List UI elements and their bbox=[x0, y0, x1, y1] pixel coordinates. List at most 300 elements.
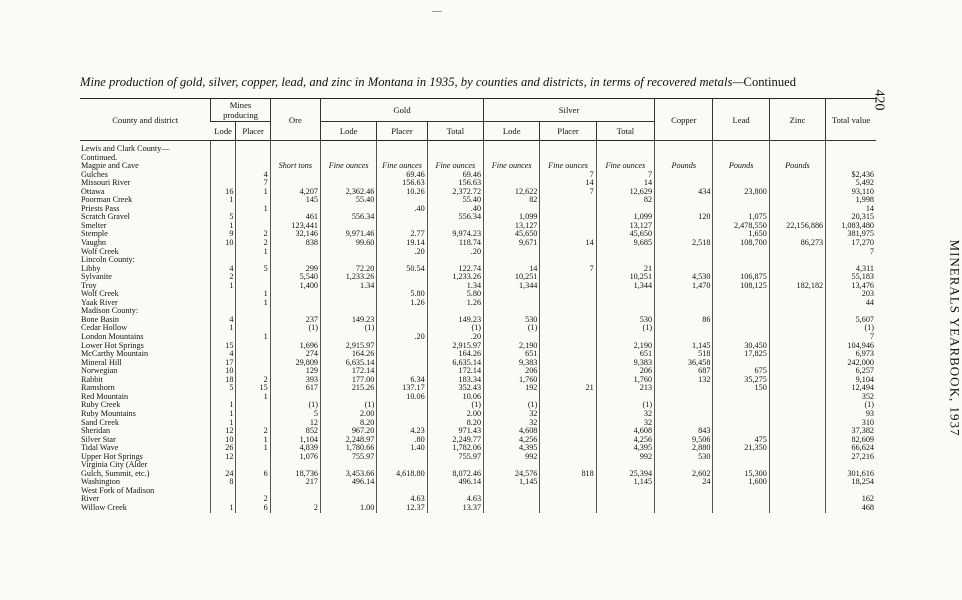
table-cell: (1) bbox=[596, 324, 654, 333]
table-cell: 1 bbox=[236, 444, 270, 453]
table-cell: 24 bbox=[655, 478, 713, 487]
table-cell: 9,971.46 bbox=[321, 230, 377, 239]
table-cell bbox=[540, 273, 596, 282]
table-cell: 1.26 bbox=[427, 299, 483, 308]
table-row bbox=[80, 504, 876, 513]
district-name: Ruby Creek bbox=[81, 400, 121, 410]
table-cell bbox=[769, 145, 825, 154]
table-cell bbox=[655, 410, 713, 419]
table-header bbox=[80, 99, 876, 141]
table-cell: 1,600 bbox=[713, 478, 769, 487]
district-name: Ruby Mountains bbox=[81, 408, 136, 418]
table-cell: 36,458 bbox=[655, 359, 713, 368]
table-cell: 2 bbox=[236, 427, 270, 436]
district-name: Gulch, Summit, etc.) bbox=[81, 468, 150, 478]
table-cell bbox=[377, 316, 427, 325]
table-cell: 7 bbox=[826, 248, 876, 257]
table-cell: 2,249.77 bbox=[427, 436, 483, 445]
table-cell bbox=[655, 196, 713, 205]
table-cell: 32 bbox=[596, 410, 654, 419]
table-cell: 145 bbox=[270, 196, 320, 205]
table-cell: 14 bbox=[484, 265, 540, 274]
table-cell bbox=[596, 487, 654, 496]
district-name: Gulches bbox=[81, 169, 108, 179]
table-cell: 14 bbox=[596, 179, 654, 188]
table-cell: 21 bbox=[596, 265, 654, 274]
table-cell: 1,083,480 bbox=[826, 222, 876, 231]
table-cell bbox=[540, 205, 596, 214]
table-cell bbox=[655, 171, 713, 180]
table-cell bbox=[769, 307, 825, 316]
table-cell bbox=[540, 410, 596, 419]
district-name: Silver Star bbox=[81, 434, 116, 444]
table-cell bbox=[377, 453, 427, 462]
table-cell: 2,880 bbox=[655, 444, 713, 453]
table-cell bbox=[713, 299, 769, 308]
district-name: River bbox=[81, 494, 100, 504]
table-cell: .40 bbox=[377, 205, 427, 214]
gold-header: Gold bbox=[321, 99, 484, 122]
table-cell bbox=[769, 487, 825, 496]
table-cell: 5.80 bbox=[377, 290, 427, 299]
table-cell: 7 bbox=[596, 171, 654, 180]
table-cell bbox=[655, 393, 713, 402]
table-cell bbox=[769, 410, 825, 419]
table-cell bbox=[713, 171, 769, 180]
table-cell: 24,576 bbox=[484, 470, 540, 479]
table-cell: (1) bbox=[321, 324, 377, 333]
table-cell bbox=[377, 273, 427, 282]
table-cell: 1 bbox=[236, 205, 270, 214]
table-title bbox=[80, 75, 880, 90]
district-name: Lincoln County: bbox=[81, 255, 135, 265]
table-cell bbox=[540, 393, 596, 402]
table-cell: 7 bbox=[540, 171, 596, 180]
table-cell: 2,190 bbox=[596, 342, 654, 351]
table-cell: 45,650 bbox=[484, 230, 540, 239]
table-cell: 9,685 bbox=[596, 239, 654, 248]
table-cell bbox=[713, 290, 769, 299]
table-cell: 192 bbox=[484, 384, 540, 393]
table-cell: 1,780.66 bbox=[321, 444, 377, 453]
district-name: Poorman Creek bbox=[81, 195, 133, 205]
table-cell: 4,618.80 bbox=[377, 470, 427, 479]
table-cell bbox=[540, 282, 596, 291]
table-cell: 29,809 bbox=[270, 359, 320, 368]
table-cell: 93 bbox=[826, 410, 876, 419]
table-cell: 1 bbox=[236, 188, 270, 197]
zinc-header: Zinc bbox=[769, 99, 825, 141]
table-cell: 19.14 bbox=[377, 239, 427, 248]
table-cell: 992 bbox=[484, 453, 540, 462]
table-cell: 30,450 bbox=[713, 342, 769, 351]
district-name: Wolf Creek bbox=[81, 289, 119, 299]
table-cell bbox=[655, 504, 713, 513]
table-cell bbox=[540, 444, 596, 453]
unit-label: Fine ounces bbox=[540, 162, 596, 171]
table-cell: 120 bbox=[655, 213, 713, 222]
table-cell: 32 bbox=[596, 419, 654, 428]
table-cell: 82 bbox=[484, 196, 540, 205]
gold-lode-header: Lode bbox=[321, 122, 377, 141]
table-cell: 9,383 bbox=[484, 359, 540, 368]
total-value-header: Total value bbox=[826, 99, 876, 141]
table-cell: 9,104 bbox=[826, 376, 876, 385]
table-cell: 12 bbox=[211, 427, 236, 436]
table-cell: 9,506 bbox=[655, 436, 713, 445]
district-name: London Mountains bbox=[81, 332, 144, 342]
table-cell: 1 bbox=[236, 393, 270, 402]
table-cell: 24 bbox=[211, 470, 236, 479]
table-cell bbox=[769, 393, 825, 402]
unit-label: Short tons bbox=[270, 162, 320, 171]
district-name: McCarthy Mountain bbox=[81, 349, 149, 359]
table-cell: 1 bbox=[236, 333, 270, 342]
table-cell: 137.17 bbox=[377, 384, 427, 393]
table-cell bbox=[540, 419, 596, 428]
table-cell bbox=[540, 333, 596, 342]
table-cell: 1.34 bbox=[321, 282, 377, 291]
table-cell: 16 bbox=[211, 188, 236, 197]
unit-label: Pounds bbox=[769, 162, 825, 171]
table-cell: 843 bbox=[655, 427, 713, 436]
table-cell bbox=[270, 248, 320, 257]
table-cell: 7 bbox=[826, 333, 876, 342]
table-cell bbox=[321, 248, 377, 257]
table-cell: 242,000 bbox=[826, 359, 876, 368]
table-cell: 434 bbox=[655, 188, 713, 197]
table-cell: 17 bbox=[211, 359, 236, 368]
district-name: Libby bbox=[81, 263, 101, 273]
table-cell bbox=[769, 179, 825, 188]
unit-label: Fine ounces bbox=[484, 162, 540, 171]
table-cell bbox=[713, 393, 769, 402]
table-cell bbox=[484, 487, 540, 496]
table-cell bbox=[713, 248, 769, 257]
table-cell: 182,182 bbox=[769, 282, 825, 291]
table-cell: 1,782.06 bbox=[427, 444, 483, 453]
table-cell bbox=[540, 299, 596, 308]
table-cell: 2 bbox=[236, 495, 270, 504]
table-cell: 1,145 bbox=[484, 478, 540, 487]
table-cell: 82 bbox=[596, 196, 654, 205]
district-name: Bone Basin bbox=[81, 314, 119, 324]
table-cell bbox=[769, 299, 825, 308]
table-cell bbox=[540, 316, 596, 325]
table-cell bbox=[713, 410, 769, 419]
table-cell: 172.14 bbox=[321, 367, 377, 376]
district-name: Continued. bbox=[81, 152, 118, 162]
table-cell: 164.26 bbox=[427, 350, 483, 359]
table-cell bbox=[655, 401, 713, 410]
table-cell: 213 bbox=[596, 384, 654, 393]
table-cell bbox=[826, 145, 876, 154]
district-name: Willow Creek bbox=[81, 502, 127, 512]
table-cell: 5,492 bbox=[826, 179, 876, 188]
table-cell bbox=[211, 154, 236, 163]
table-cell bbox=[769, 427, 825, 436]
table-cell bbox=[236, 410, 270, 419]
table-cell bbox=[769, 376, 825, 385]
table-cell: 10 bbox=[211, 436, 236, 445]
table-cell: 32,146 bbox=[270, 230, 320, 239]
table-cell: 12,494 bbox=[826, 384, 876, 393]
table-cell: 86 bbox=[655, 316, 713, 325]
table-cell bbox=[713, 256, 769, 265]
table-cell: 32 bbox=[484, 410, 540, 419]
district-name: Smelter bbox=[81, 220, 107, 230]
table-cell bbox=[769, 256, 825, 265]
table-cell: 69.46 bbox=[377, 171, 427, 180]
table-cell: 2,362.46 bbox=[321, 188, 377, 197]
table-cell: 2 bbox=[236, 239, 270, 248]
table-cell: 1 bbox=[236, 248, 270, 257]
table-cell bbox=[769, 196, 825, 205]
table-cell bbox=[484, 290, 540, 299]
mines-placer-header: Placer bbox=[236, 122, 270, 141]
table-cell: 172.14 bbox=[427, 367, 483, 376]
table-cell: 2.00 bbox=[427, 410, 483, 419]
table-cell: 5,607 bbox=[826, 316, 876, 325]
table-cell bbox=[769, 444, 825, 453]
table-cell: 1,400 bbox=[270, 282, 320, 291]
table-cell: 9,383 bbox=[596, 359, 654, 368]
table-cell bbox=[484, 171, 540, 180]
table-cell: 10 bbox=[211, 239, 236, 248]
table-cell: 9 bbox=[211, 230, 236, 239]
table-cell: 4,530 bbox=[655, 273, 713, 282]
table-cell: 1,344 bbox=[484, 282, 540, 291]
table-cell: 967.20 bbox=[321, 427, 377, 436]
table-cell bbox=[211, 487, 236, 496]
table-cell bbox=[540, 196, 596, 205]
table-cell bbox=[655, 290, 713, 299]
table-cell: 1,650 bbox=[713, 230, 769, 239]
table-cell: 6,257 bbox=[826, 367, 876, 376]
table-cell: 17,270 bbox=[826, 239, 876, 248]
table-cell: 1 bbox=[211, 222, 236, 231]
table-cell: (1) bbox=[270, 401, 320, 410]
table-row bbox=[80, 299, 876, 308]
table-cell bbox=[377, 359, 427, 368]
table-cell bbox=[270, 299, 320, 308]
table-cell bbox=[236, 478, 270, 487]
table-cell: 149.23 bbox=[427, 316, 483, 325]
table-cell: 10.26 bbox=[377, 188, 427, 197]
table-cell bbox=[769, 461, 825, 470]
table-cell bbox=[769, 504, 825, 513]
table-cell: 4 bbox=[236, 171, 270, 180]
table-cell bbox=[769, 324, 825, 333]
table-cell: (1) bbox=[484, 324, 540, 333]
table-cell: 106,875 bbox=[713, 273, 769, 282]
table-cell bbox=[270, 290, 320, 299]
table-cell bbox=[655, 324, 713, 333]
table-cell: 17,825 bbox=[713, 350, 769, 359]
county-header: County and district bbox=[80, 99, 211, 141]
table-cell bbox=[769, 453, 825, 462]
table-cell bbox=[769, 188, 825, 197]
table-cell: 2,478,550 bbox=[713, 222, 769, 231]
table-cell bbox=[769, 265, 825, 274]
table-cell bbox=[377, 350, 427, 359]
table-cell bbox=[484, 495, 540, 504]
table-cell bbox=[211, 145, 236, 154]
table-cell: 1 bbox=[236, 436, 270, 445]
district-name: Cedar Hollow bbox=[81, 323, 128, 333]
table-cell: 4.63 bbox=[427, 495, 483, 504]
table-cell: (1) bbox=[270, 324, 320, 333]
table-cell: 5.80 bbox=[427, 290, 483, 299]
table-cell: 55,183 bbox=[826, 273, 876, 282]
table-cell: (1) bbox=[321, 401, 377, 410]
table-cell: 2 bbox=[211, 273, 236, 282]
table-cell bbox=[713, 316, 769, 325]
district-name: Tidal Wave bbox=[81, 443, 119, 453]
table-cell: 530 bbox=[655, 453, 713, 462]
table-cell bbox=[769, 470, 825, 479]
table-cell: 818 bbox=[540, 470, 596, 479]
table-cell: .40 bbox=[427, 205, 483, 214]
table-cell bbox=[540, 350, 596, 359]
table-cell: 518 bbox=[655, 350, 713, 359]
table-cell bbox=[769, 171, 825, 180]
table-cell bbox=[236, 453, 270, 462]
table-cell: 86,273 bbox=[769, 239, 825, 248]
table-cell: 45,650 bbox=[596, 230, 654, 239]
table-cell: 14 bbox=[540, 239, 596, 248]
table-cell: 177.00 bbox=[321, 376, 377, 385]
table-cell: 8.20 bbox=[321, 419, 377, 428]
table-cell: 15,300 bbox=[713, 470, 769, 479]
table-cell: 651 bbox=[484, 350, 540, 359]
table-cell: 12,629 bbox=[596, 188, 654, 197]
table-cell bbox=[236, 154, 270, 163]
table-cell: 4,608 bbox=[484, 427, 540, 436]
district-name: Lower Hot Springs bbox=[81, 340, 144, 350]
table-cell bbox=[321, 299, 377, 308]
table-cell: 1,344 bbox=[596, 282, 654, 291]
district-name: Red Mountain bbox=[81, 391, 129, 401]
table-cell bbox=[321, 487, 377, 496]
table-cell: 6 bbox=[236, 504, 270, 513]
table-cell: 6,635.14 bbox=[321, 359, 377, 368]
table-cell bbox=[713, 324, 769, 333]
table-cell bbox=[540, 290, 596, 299]
table-cell bbox=[540, 213, 596, 222]
table-cell: .20 bbox=[377, 248, 427, 257]
table-cell: 4 bbox=[211, 316, 236, 325]
mines-header: Mines producing bbox=[211, 99, 270, 122]
table-cell: 6,635.14 bbox=[427, 359, 483, 368]
table-cell: 352 bbox=[826, 393, 876, 402]
unit-label: Pounds bbox=[655, 162, 713, 171]
title-text: Mine production of gold, silver, copper, lead, and zinc in Montana in 1935, by counties and districts, in terms of recovered metals— bbox=[80, 75, 744, 89]
table-cell: 27,216 bbox=[826, 453, 876, 462]
table-cell bbox=[769, 248, 825, 257]
table-cell bbox=[769, 342, 825, 351]
table-cell bbox=[540, 248, 596, 257]
table-cell bbox=[596, 290, 654, 299]
table-cell bbox=[236, 145, 270, 154]
table-cell: 1,760 bbox=[596, 376, 654, 385]
table-cell: 13.37 bbox=[427, 504, 483, 513]
table-cell bbox=[540, 427, 596, 436]
table-cell bbox=[713, 453, 769, 462]
district-name: West Fork of Madison bbox=[81, 485, 155, 495]
table-cell bbox=[377, 307, 427, 316]
table-cell bbox=[427, 145, 483, 154]
table-cell: .80 bbox=[377, 436, 427, 445]
table-cell bbox=[321, 145, 377, 154]
table-cell bbox=[769, 316, 825, 325]
table-cell: 617 bbox=[270, 384, 320, 393]
table-cell: 50.54 bbox=[377, 265, 427, 274]
table-cell bbox=[769, 401, 825, 410]
table-cell: 2.77 bbox=[377, 230, 427, 239]
gold-placer-header: Placer bbox=[377, 122, 427, 141]
table-cell bbox=[236, 350, 270, 359]
table-cell bbox=[540, 342, 596, 351]
district-name: Ottawa bbox=[81, 186, 105, 196]
table-cell: 21,350 bbox=[713, 444, 769, 453]
table-cell: 5 bbox=[236, 265, 270, 274]
table-cell bbox=[540, 504, 596, 513]
table-cell: 82,609 bbox=[826, 436, 876, 445]
table-cell bbox=[769, 436, 825, 445]
table-cell: 66,624 bbox=[826, 444, 876, 453]
table-cell: 4,395 bbox=[484, 444, 540, 453]
table-cell: 1,233.26 bbox=[321, 273, 377, 282]
table-cell: 122.74 bbox=[427, 265, 483, 274]
table-cell: 12.37 bbox=[377, 504, 427, 513]
table-cell bbox=[655, 487, 713, 496]
table-cell bbox=[769, 350, 825, 359]
table-cell: .20 bbox=[427, 333, 483, 342]
gold-total-header: Total bbox=[427, 122, 483, 141]
table-cell: 4,207 bbox=[270, 188, 320, 197]
table-cell: 4,395 bbox=[596, 444, 654, 453]
table-cell bbox=[655, 299, 713, 308]
table-cell: 2,915.97 bbox=[321, 342, 377, 351]
table-cell: 2 bbox=[270, 504, 320, 513]
table-cell bbox=[596, 145, 654, 154]
table-cell: 1 bbox=[211, 504, 236, 513]
production-table bbox=[80, 98, 876, 513]
table-cell bbox=[540, 359, 596, 368]
table-cell bbox=[211, 299, 236, 308]
table-cell bbox=[655, 256, 713, 265]
table-cell bbox=[713, 495, 769, 504]
table-cell bbox=[540, 436, 596, 445]
table-cell: 461 bbox=[270, 213, 320, 222]
table-cell: (1) bbox=[826, 401, 876, 410]
table-cell bbox=[540, 256, 596, 265]
table-cell: 4.23 bbox=[377, 427, 427, 436]
table-cell: 7 bbox=[236, 179, 270, 188]
district-name: Lewis and Clark County— bbox=[81, 144, 170, 153]
table-cell: 1.40 bbox=[377, 444, 427, 453]
table-cell bbox=[236, 342, 270, 351]
table-cell bbox=[236, 401, 270, 410]
table-cell: 2 bbox=[236, 230, 270, 239]
table-cell: 2,915.97 bbox=[427, 342, 483, 351]
table-cell: 838 bbox=[270, 239, 320, 248]
table-cell bbox=[236, 213, 270, 222]
table-cell bbox=[377, 342, 427, 351]
table-cell bbox=[713, 419, 769, 428]
table-cell bbox=[236, 316, 270, 325]
